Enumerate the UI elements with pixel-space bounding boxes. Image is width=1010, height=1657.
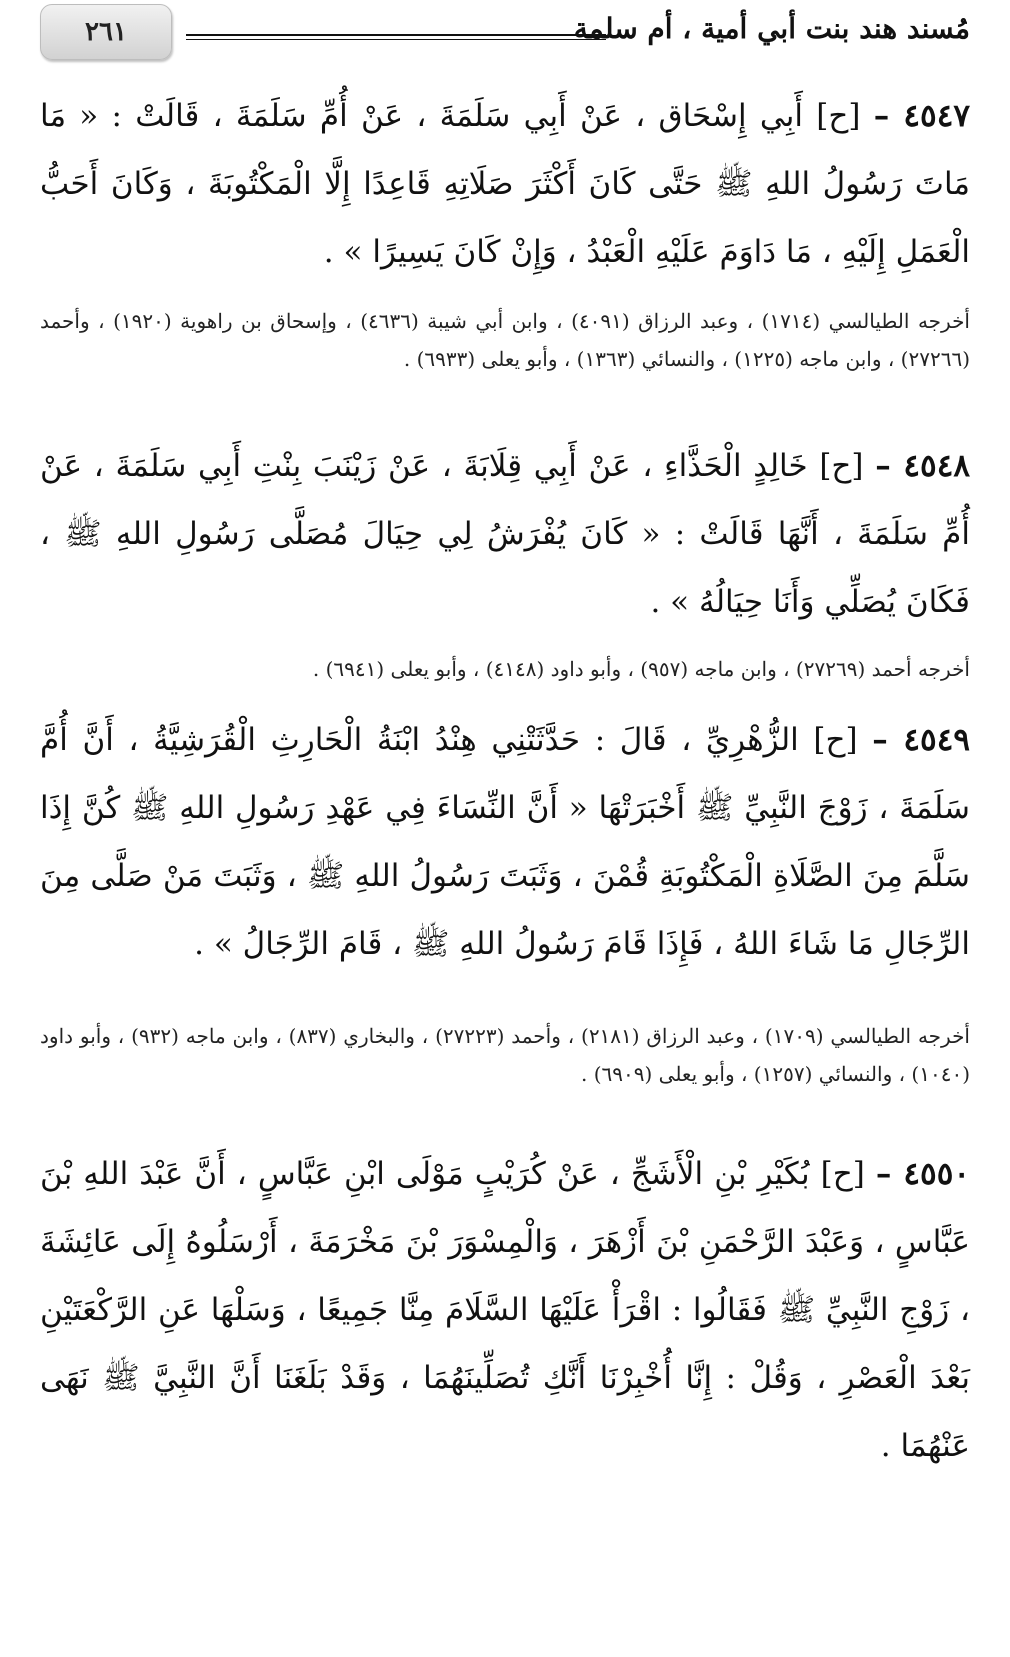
header-rule [186, 34, 606, 36]
hadith-text: [ح] الزُّهْرِيِّ ، قَالَ : حَدَّثَتْنِي هِنْدُ ابْنَةُ الْحَارِثِ الْقُرَشِيَّةُ ، أَنَّ أُمَّ سَلَمَةَ ، زَوْجَ النَّبِيِّ ﷺ أَخْبَرَتْهَا « أَنَّ النِّسَاءَ فِي عَهْدِ رَسُولِ اللهِ ﷺ كُنَّ إِذَا سَلَّمَ مِنَ الصَّلَاةِ الْمَكْتُوبَةِ قُمْنَ ، وَثَبَتَ رَسُولُ اللهِ ﷺ ، وَثَبَتَ مَنْ صَلَّى مِنَ الرِّجَالِ مَا شَاءَ اللهُ ، فَإِذَا قَامَ رَسُولُ اللهِ ﷺ ، قَامَ الرِّجَالُ » . [40, 722, 970, 962]
hadith-entry [40, 82, 970, 286]
hadith-number: ٤٥٤٩ – [872, 722, 971, 758]
hadith-text: [ح] خَالِدٍ الْحَذَّاءِ ، عَنْ أَبِي قِلَابَةَ ، عَنْ زَيْنَبَ بِنْتِ أَبِي سَلَمَةَ ، عَنْ أُمِّ سَلَمَةَ ، أَنَّهَا قَالَتْ : « كَانَ يُفْرَشُ لِي حِيَالَ مُصَلَّى رَسُولِ اللهِ ﷺ ، فَكَانَ يُصَلِّي وَأَنَا حِيَالُهُ » . [40, 448, 970, 620]
hadith-entry [40, 1140, 970, 1480]
takhrij-note: أخرجه الطيالسي (١٧٠٩) ، وعبد الرزاق (٢١٨١) ، وأحمد (٢٧٢٢٣) ، والبخاري (٨٣٧) ، وابن ماجه (٩٣٢) ، وأبو داود (١٠٤٠) ، والنسائي (١٢٥٧) ، وأبو يعلى (٦٩٠٩) . [40, 1024, 970, 1086]
hadith-number: ٤٥٤٨ – [875, 448, 971, 484]
hadith-text: [ح] بُكَيْرِ بْنِ الْأَشَجِّ ، عَنْ كُرَيْبٍ مَوْلَى ابْنِ عَبَّاسٍ ، أَنَّ عَبْدَ اللهِ بْنَ عَبَّاسٍ ، وَعَبْدَ الرَّحْمَنِ بْنَ أَزْهَرَ ، وَالْمِسْوَرَ بْنَ مَخْرَمَةَ ، أَرْسَلُوهُ إِلَى عَائِشَةَ ، زَوْجِ النَّبِيِّ ﷺ فَقَالُوا : اقْرَأْ عَلَيْهَا السَّلَامَ مِنَّا جَمِيعًا ، وَسَلْهَا عَنِ الرَّكْعَتَيْنِ بَعْدَ الْعَصْرِ ، وَقُلْ : إِنَّا أُخْبِرْنَا أَنَّكِ تُصَلِّينَهُمَا ، وَقَدْ بَلَغَنَا أَنَّ النَّبِيَّ ﷺ نَهَى عَنْهُمَا . [40, 1156, 970, 1464]
hadith-number: ٤٥٥٠ – [875, 1156, 970, 1192]
hadith-number: ٤٥٤٧ – [873, 98, 971, 134]
hadith-text: [ح] أَبِي إِسْحَاق ، عَنْ أَبِي سَلَمَةَ ، عَنْ أُمِّ سَلَمَةَ ، قَالَتْ : « مَا مَاتَ رَسُولُ اللهِ ﷺ حَتَّى كَانَ أَكْثَرَ صَلَاتِهِ قَاعِدًا إِلَّا الْمَكْتُوبَةَ ، وَكَانَ أَحَبُّ الْعَمَلِ إِلَيْهِ ، مَا دَاوَمَ عَلَيْهِ الْعَبْدُ ، وَإِنْ كَانَ يَسِيرًا » . [40, 98, 970, 270]
takhrij-note: أخرجه الطيالسي (١٧١٤) ، وعبد الرزاق (٤٠٩١) ، وابن أبي شيبة (٤٦٣٦) ، وإسحاق بن راهوية (١٩٢٠) ، وأحمد (٢٧٢٦٦) ، وابن ماجه (١٢٢٥) ، والنسائي (١٣٦٣) ، وأبو يعلى (٦٩٣٣) . [40, 309, 970, 371]
hadith-entry [40, 432, 970, 636]
running-title: مُسند هند بنت أبي أمية ، أم سلمة [573, 12, 970, 45]
header-rule-thin [186, 39, 606, 40]
hadith-entry [40, 706, 970, 978]
page-header [0, 0, 1010, 70]
page-number: ٢٦١ [40, 4, 172, 60]
takhrij-note: أخرجه أحمد (٢٧٢٦٩) ، وابن ماجه (٩٥٧) ، وأبو داود (٤١٤٨) ، وأبو يعلى (٦٩٤١) . [312, 657, 970, 681]
